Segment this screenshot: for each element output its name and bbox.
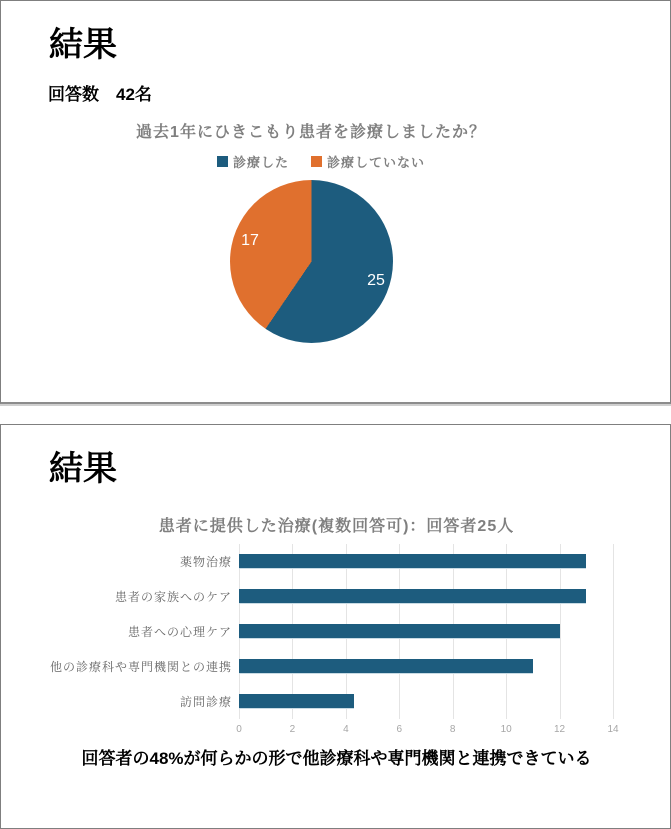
slide-pie-results xyxy=(0,0,671,404)
bar-chart-title: 患者に提供した治療(複数回答可)：回答者25人 xyxy=(158,518,515,535)
x-tick-label: 4 xyxy=(343,724,349,735)
pie-value-treated: 25 xyxy=(367,272,385,289)
category-label: 他の診療科や専門機関との連携 xyxy=(49,660,232,674)
pie-chart-title: 過去1年にひきこもり患者を診療しましたか？ xyxy=(136,124,486,141)
legend-swatch-not-treated-icon xyxy=(311,156,322,167)
pie-legend xyxy=(1,152,641,171)
bar-chart-annotation: 回答者の48%が何らかの形で他診療科や専門機関と連携できている xyxy=(81,749,592,768)
category-label: 患者の家族へのケア xyxy=(114,590,232,604)
bar-row xyxy=(239,544,613,579)
pie-chart xyxy=(230,180,393,343)
pie-value-not-treated: 17 xyxy=(241,232,259,249)
x-tick-label: 8 xyxy=(449,724,456,735)
bar xyxy=(239,659,533,674)
category-label: 訪問診療 xyxy=(179,695,232,709)
x-tick-label: 6 xyxy=(396,724,403,735)
legend-label-not-treated: 診療していない xyxy=(327,155,426,170)
x-tick-label: 10 xyxy=(500,724,512,735)
category-label: 患者への心理ケア xyxy=(127,625,232,639)
bar-row xyxy=(239,614,613,649)
slide2-title: 結果 xyxy=(49,450,117,488)
x-tick-label: 2 xyxy=(289,724,296,735)
legend-item-not-treated xyxy=(311,152,425,171)
slide-bar-results xyxy=(0,424,671,829)
respondents-count-label: 回答数 42名 xyxy=(48,85,152,104)
x-tick-label: 12 xyxy=(554,724,566,735)
bar-chart-x-axis xyxy=(236,724,619,736)
category-label: 薬物治療 xyxy=(179,555,232,569)
bar xyxy=(239,554,586,569)
bar xyxy=(239,589,586,604)
legend-item-treated xyxy=(217,152,289,171)
bar xyxy=(239,694,354,709)
bar-row xyxy=(239,649,613,684)
bar-chart-bars xyxy=(239,544,613,719)
x-tick-label: 14 xyxy=(607,724,619,735)
gridline xyxy=(613,544,614,719)
legend-label-treated: 診療した xyxy=(232,155,289,170)
x-tick-label: 0 xyxy=(236,724,242,735)
bar-row xyxy=(239,579,613,614)
bar-row xyxy=(239,684,613,719)
bar xyxy=(239,624,560,639)
slide1-title: 結果 xyxy=(49,26,117,64)
legend-swatch-treated-icon xyxy=(217,156,228,167)
bar-chart-category-labels xyxy=(1,544,232,719)
